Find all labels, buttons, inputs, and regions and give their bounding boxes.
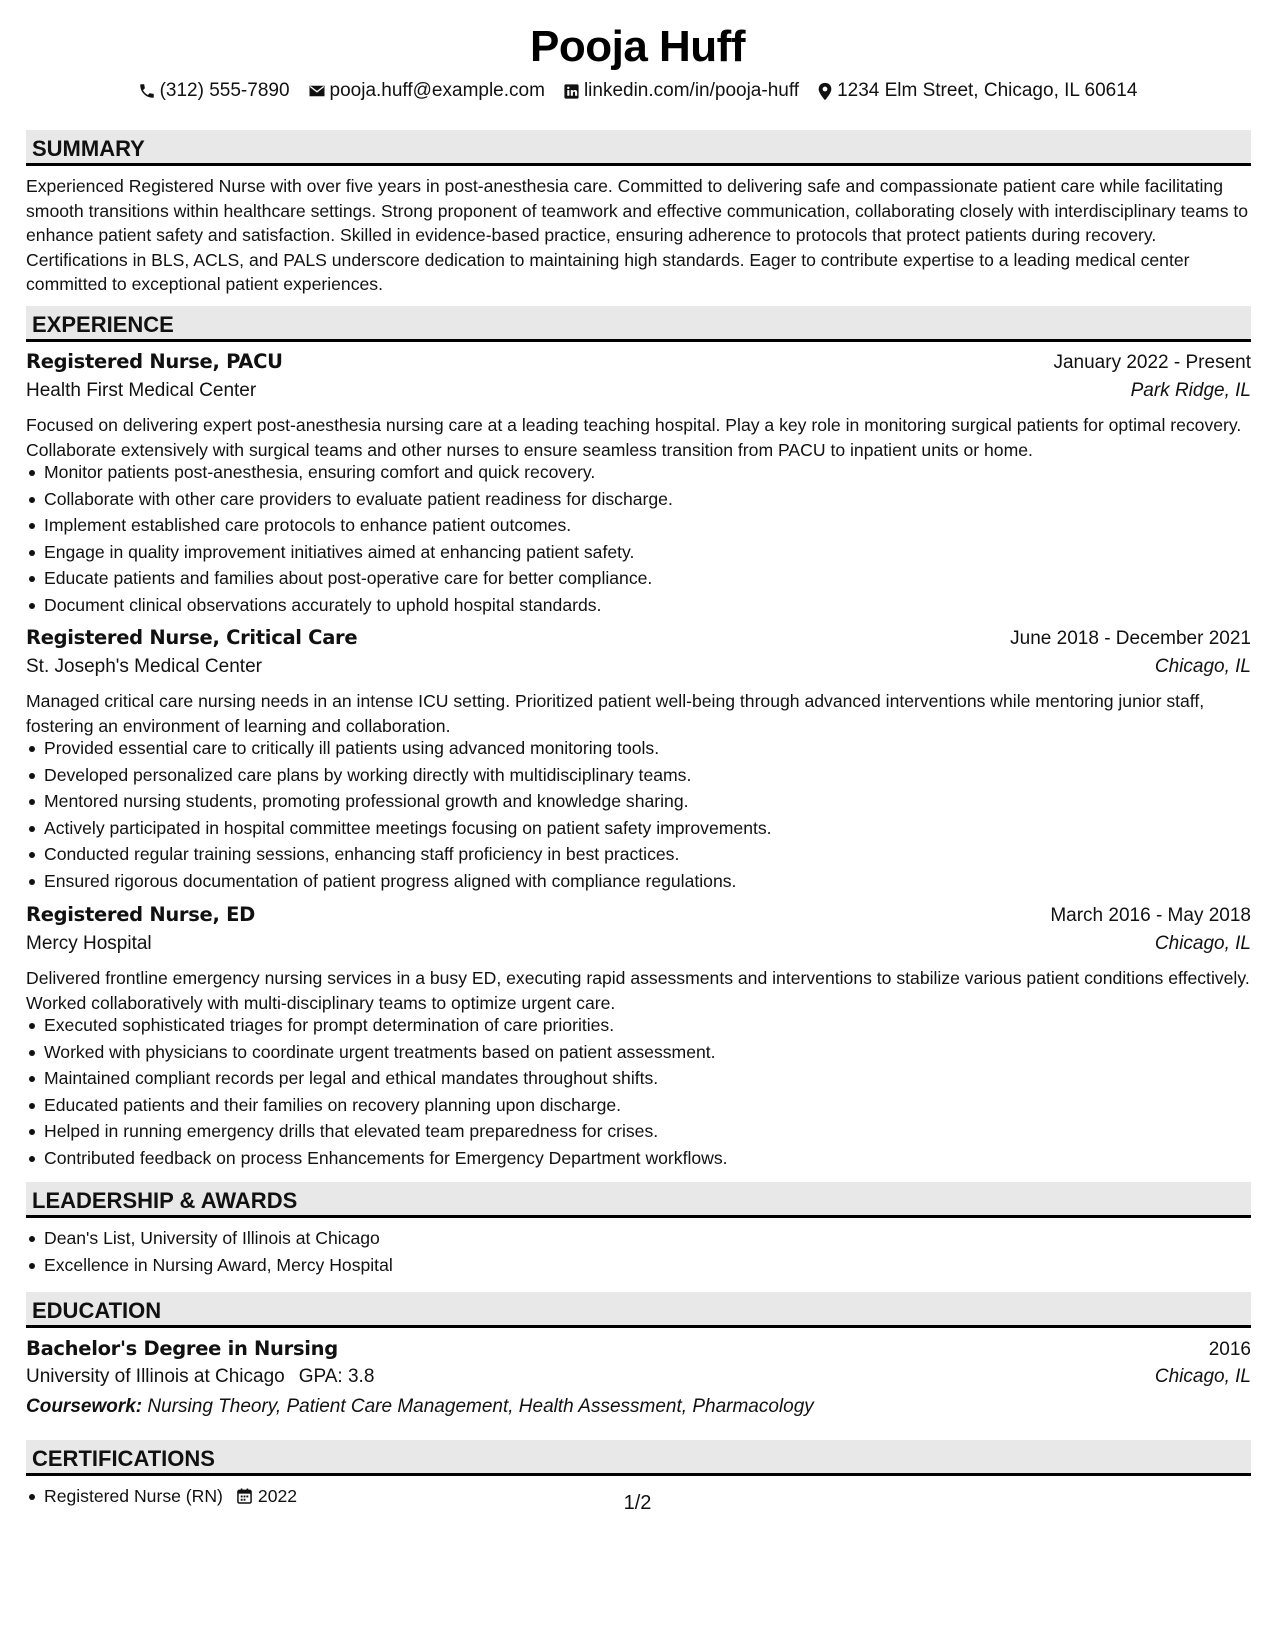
list-item: Provided essential care to critically ill patients using advanced monitoring tools. bbox=[26, 735, 1251, 762]
section-title: EXPERIENCE bbox=[32, 312, 174, 337]
leadership-list bbox=[26, 1225, 1251, 1278]
job-org: Health First Medical Center bbox=[26, 380, 257, 401]
section-header-summary bbox=[26, 130, 1251, 166]
job-title: Registered Nurse, PACU bbox=[26, 350, 283, 373]
coursework-list: Nursing Theory, Patient Care Management, Health Assessment, Pharmacology bbox=[147, 1396, 814, 1417]
section-header-certifications bbox=[26, 1440, 1251, 1476]
school-info bbox=[26, 1366, 374, 1388]
section-header-education bbox=[26, 1292, 1251, 1328]
list-item: Ensured rigorous documentation of patient progress aligned with compliance regulations. bbox=[26, 868, 1251, 895]
linkedin-link[interactable]: linkedin.com/in/pooja-huff bbox=[583, 80, 800, 101]
list-item: Executed sophisticated triages for prompt determination of care priorities. bbox=[26, 1012, 1251, 1039]
job-description: Delivered frontline emergency nursing services in a busy ED, executing rapid assessments and interventions to stabilize various patient conditions effectively. Worked collaboratively with multi-disciplinary teams to optimize urgent care. bbox=[26, 968, 1250, 1013]
email-link[interactable]: pooja.huff@example.com bbox=[329, 80, 545, 101]
contact-phone bbox=[138, 80, 290, 102]
job-title: Registered Nurse, ED bbox=[26, 903, 255, 926]
job-header bbox=[26, 903, 1251, 927]
phone-text: (312) 555-7890 bbox=[159, 80, 290, 101]
job-org-row bbox=[26, 380, 1251, 402]
list-item: Contributed feedback on process Enhancements for Emergency Department workflows. bbox=[26, 1145, 1251, 1172]
map-pin-icon bbox=[817, 82, 833, 101]
job-bullets bbox=[26, 459, 1251, 618]
list-item: Actively participated in hospital committee meetings focusing on patient safety improvements. bbox=[26, 815, 1251, 842]
job-location: Chicago, IL bbox=[1154, 933, 1251, 954]
list-item: Excellence in Nursing Award, Mercy Hospital bbox=[26, 1252, 1251, 1279]
job-description: Managed critical care nursing needs in an intense ICU setting. Prioritized patient well-being through advanced interventions while mentoring junior staff, fostering an environment of learning and collaboration. bbox=[26, 691, 1205, 736]
section-header-leadership bbox=[26, 1182, 1251, 1218]
contact-address bbox=[817, 80, 1137, 102]
graduation-year: 2016 bbox=[1208, 1339, 1251, 1360]
section-title: SUMMARY bbox=[32, 136, 145, 161]
list-item: Mentored nursing students, promoting professional growth and knowledge sharing. bbox=[26, 788, 1251, 815]
job-header bbox=[26, 626, 1251, 650]
list-item: Collaborate with other care providers to evaluate patient readiness for discharge. bbox=[26, 486, 1251, 513]
list-item: Dean's List, University of Illinois at Chicago bbox=[26, 1225, 1251, 1252]
job-title: Registered Nurse, Critical Care bbox=[26, 626, 358, 649]
certification-year: 2022 bbox=[257, 1486, 298, 1506]
address-text: 1234 Elm Street, Chicago, IL 60614 bbox=[837, 80, 1138, 101]
list-item: Developed personalized care plans by working directly with multidisciplinary teams. bbox=[26, 762, 1251, 789]
list-item: Document clinical observations accurately to uphold hospital standards. bbox=[26, 592, 1251, 619]
certification-name: Registered Nurse (RN) bbox=[44, 1486, 223, 1506]
job-org-row bbox=[26, 933, 1251, 955]
section-title: CERTIFICATIONS bbox=[32, 1446, 215, 1471]
list-item: Conducted regular training sessions, enhancing staff proficiency in best practices. bbox=[26, 841, 1251, 868]
page-number: 1/2 bbox=[623, 1492, 652, 1514]
list-item: Maintained compliant records per legal and ethical mandates throughout shifts. bbox=[26, 1065, 1251, 1092]
job-dates: March 2016 - May 2018 bbox=[1050, 905, 1251, 926]
school-name: University of Illinois at Chicago bbox=[26, 1366, 285, 1387]
job-org-row bbox=[26, 656, 1251, 678]
education-header bbox=[26, 1337, 1251, 1361]
phone-icon bbox=[138, 82, 156, 100]
coursework bbox=[26, 1396, 814, 1418]
job-dates: January 2022 - Present bbox=[1053, 352, 1251, 373]
job-org: Mercy Hospital bbox=[26, 933, 152, 954]
contact-bar bbox=[0, 80, 1275, 102]
contact-linkedin[interactable] bbox=[563, 80, 799, 102]
job-header bbox=[26, 350, 1251, 374]
linkedin-icon bbox=[563, 83, 580, 100]
job-org: St. Joseph's Medical Center bbox=[26, 656, 262, 677]
degree-title: Bachelor's Degree in Nursing bbox=[26, 1337, 338, 1360]
job-dates: June 2018 - December 2021 bbox=[1010, 628, 1251, 649]
list-item: Monitor patients post-anesthesia, ensuring comfort and quick recovery. bbox=[26, 459, 1251, 486]
job-location: Chicago, IL bbox=[1154, 656, 1251, 677]
list-item: Educated patients and their families on recovery planning upon discharge. bbox=[26, 1092, 1251, 1119]
envelope-icon bbox=[308, 82, 326, 100]
job-description: Focused on delivering expert post-anesthesia nursing care at a leading teaching hospital. Play a key role in monitoring surgical patients for optimal recovery. Collaborate extensively with surgical teams and other nurses to ensure seamless transition from PACU to inpatient units or home. bbox=[26, 415, 1242, 460]
school-location: Chicago, IL bbox=[1154, 1366, 1251, 1387]
list-item: Worked with physicians to coordinate urgent treatments based on patient assessment. bbox=[26, 1039, 1251, 1066]
contact-email[interactable] bbox=[308, 80, 545, 102]
candidate-name: Pooja Huff bbox=[530, 22, 745, 71]
section-header-experience bbox=[26, 306, 1251, 342]
job-location: Park Ridge, IL bbox=[1130, 380, 1251, 401]
list-item: Engage in quality improvement initiatives aimed at enhancing patient safety. bbox=[26, 539, 1251, 566]
education-school-row bbox=[26, 1366, 1251, 1388]
summary-text: Experienced Registered Nurse with over five years in post-anesthesia care. Committed to delivering safe and compassionate patient care while facilitating smooth transitions within healthcare settings. Strong proponent of teamwork and effective communication, collaborating closely with interdisciplinary teams to enhance patient safety and satisfaction. Skilled in evidence-based practice, ensuring adherence to protocols that protect patients during recovery. Certifications in BLS, ACLS, and PALS underscore dedication to maintaining high standards. Eager to contribute expertise to a leading medical center committed to exceptional patient experiences. bbox=[26, 176, 1249, 294]
list-item: Implement established care protocols to enhance patient outcomes. bbox=[26, 512, 1251, 539]
coursework-label: Coursework: bbox=[26, 1396, 143, 1417]
section-title: EDUCATION bbox=[32, 1298, 162, 1323]
list-item: Helped in running emergency drills that elevated team preparedness for crises. bbox=[26, 1118, 1251, 1145]
job-bullets bbox=[26, 735, 1251, 894]
gpa: GPA: 3.8 bbox=[298, 1366, 375, 1387]
list-item: Educate patients and families about post-operative care for better compliance. bbox=[26, 565, 1251, 592]
job-bullets bbox=[26, 1012, 1251, 1171]
section-title: LEADERSHIP & AWARDS bbox=[32, 1188, 298, 1213]
